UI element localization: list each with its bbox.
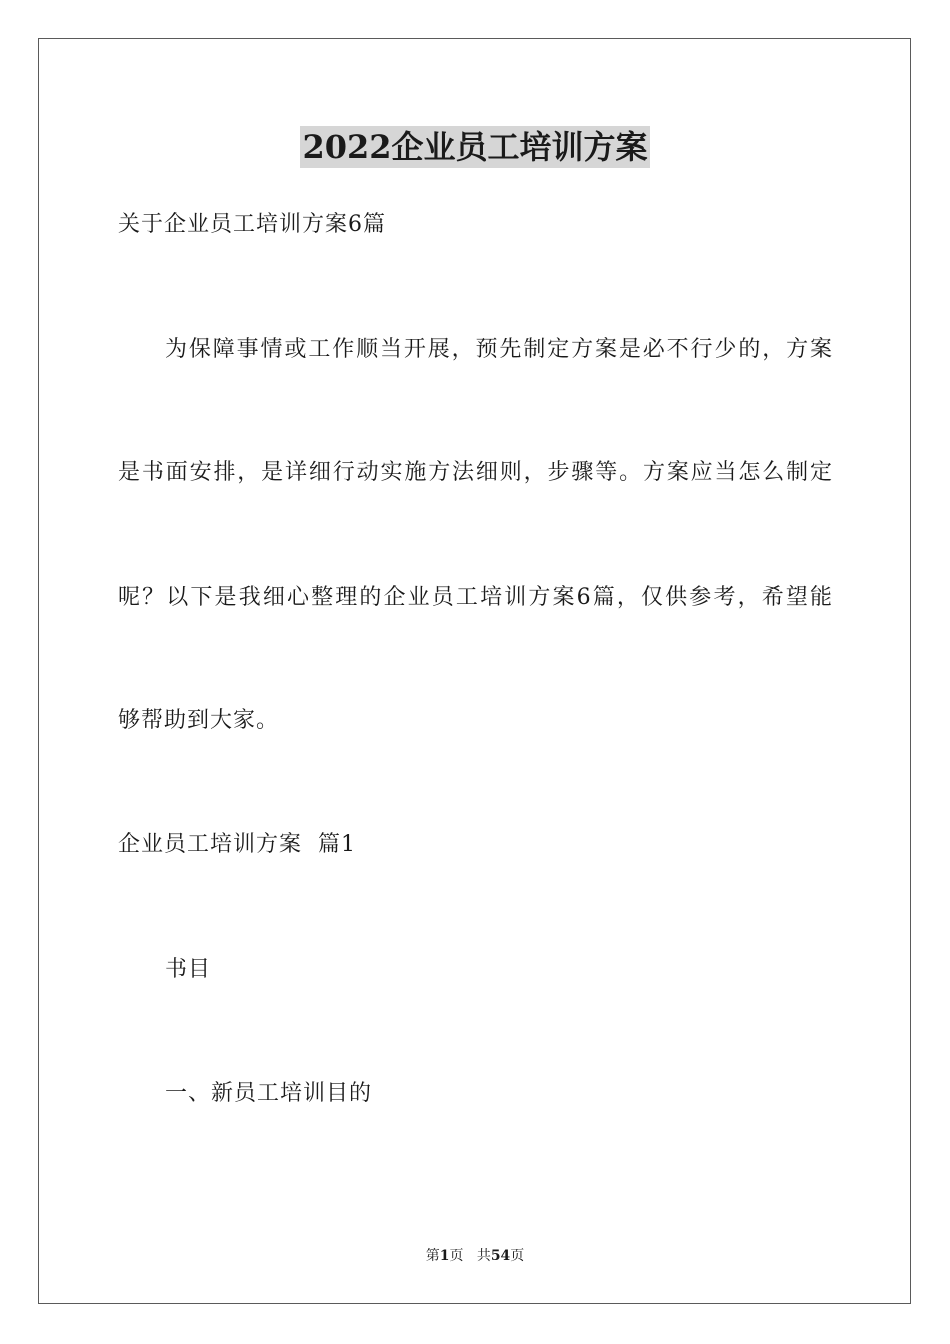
document-title: 2022企业员工培训方案 <box>302 128 648 166</box>
footer-page-number: 1 <box>439 1248 450 1264</box>
footer-total-suffix: 页 <box>510 1248 525 1264</box>
intro-line-3: 呢？以下是我细心整理的企业员工培训方案6篇，仅供参考，希望能 <box>118 585 832 610</box>
section-item-1: 一、新员工培训目的 <box>165 1081 373 1106</box>
footer-page-suffix: 页 <box>449 1248 464 1264</box>
intro-line-2: 是书面安排，是详细行动实施方法细则，步骤等。方案应当怎么制定 <box>118 460 832 485</box>
title-container <box>0 126 950 168</box>
intro-line-4: 够帮助到大家。 <box>118 708 280 733</box>
footer-total-pages: 54 <box>490 1248 511 1264</box>
footer-page-prefix: 第 <box>425 1248 440 1264</box>
intro-line-1: 为保障事情或工作顺当开展，预先制定方案是必不行少的，方案 <box>165 337 832 362</box>
page-footer <box>0 1247 950 1265</box>
footer-total-prefix: 共 <box>476 1248 491 1264</box>
toc-label: 书目 <box>165 957 212 982</box>
section-heading: 企业员工培训方案 篇1 <box>118 832 356 857</box>
document-subtitle: 关于企业员工培训方案6篇 <box>118 212 386 237</box>
